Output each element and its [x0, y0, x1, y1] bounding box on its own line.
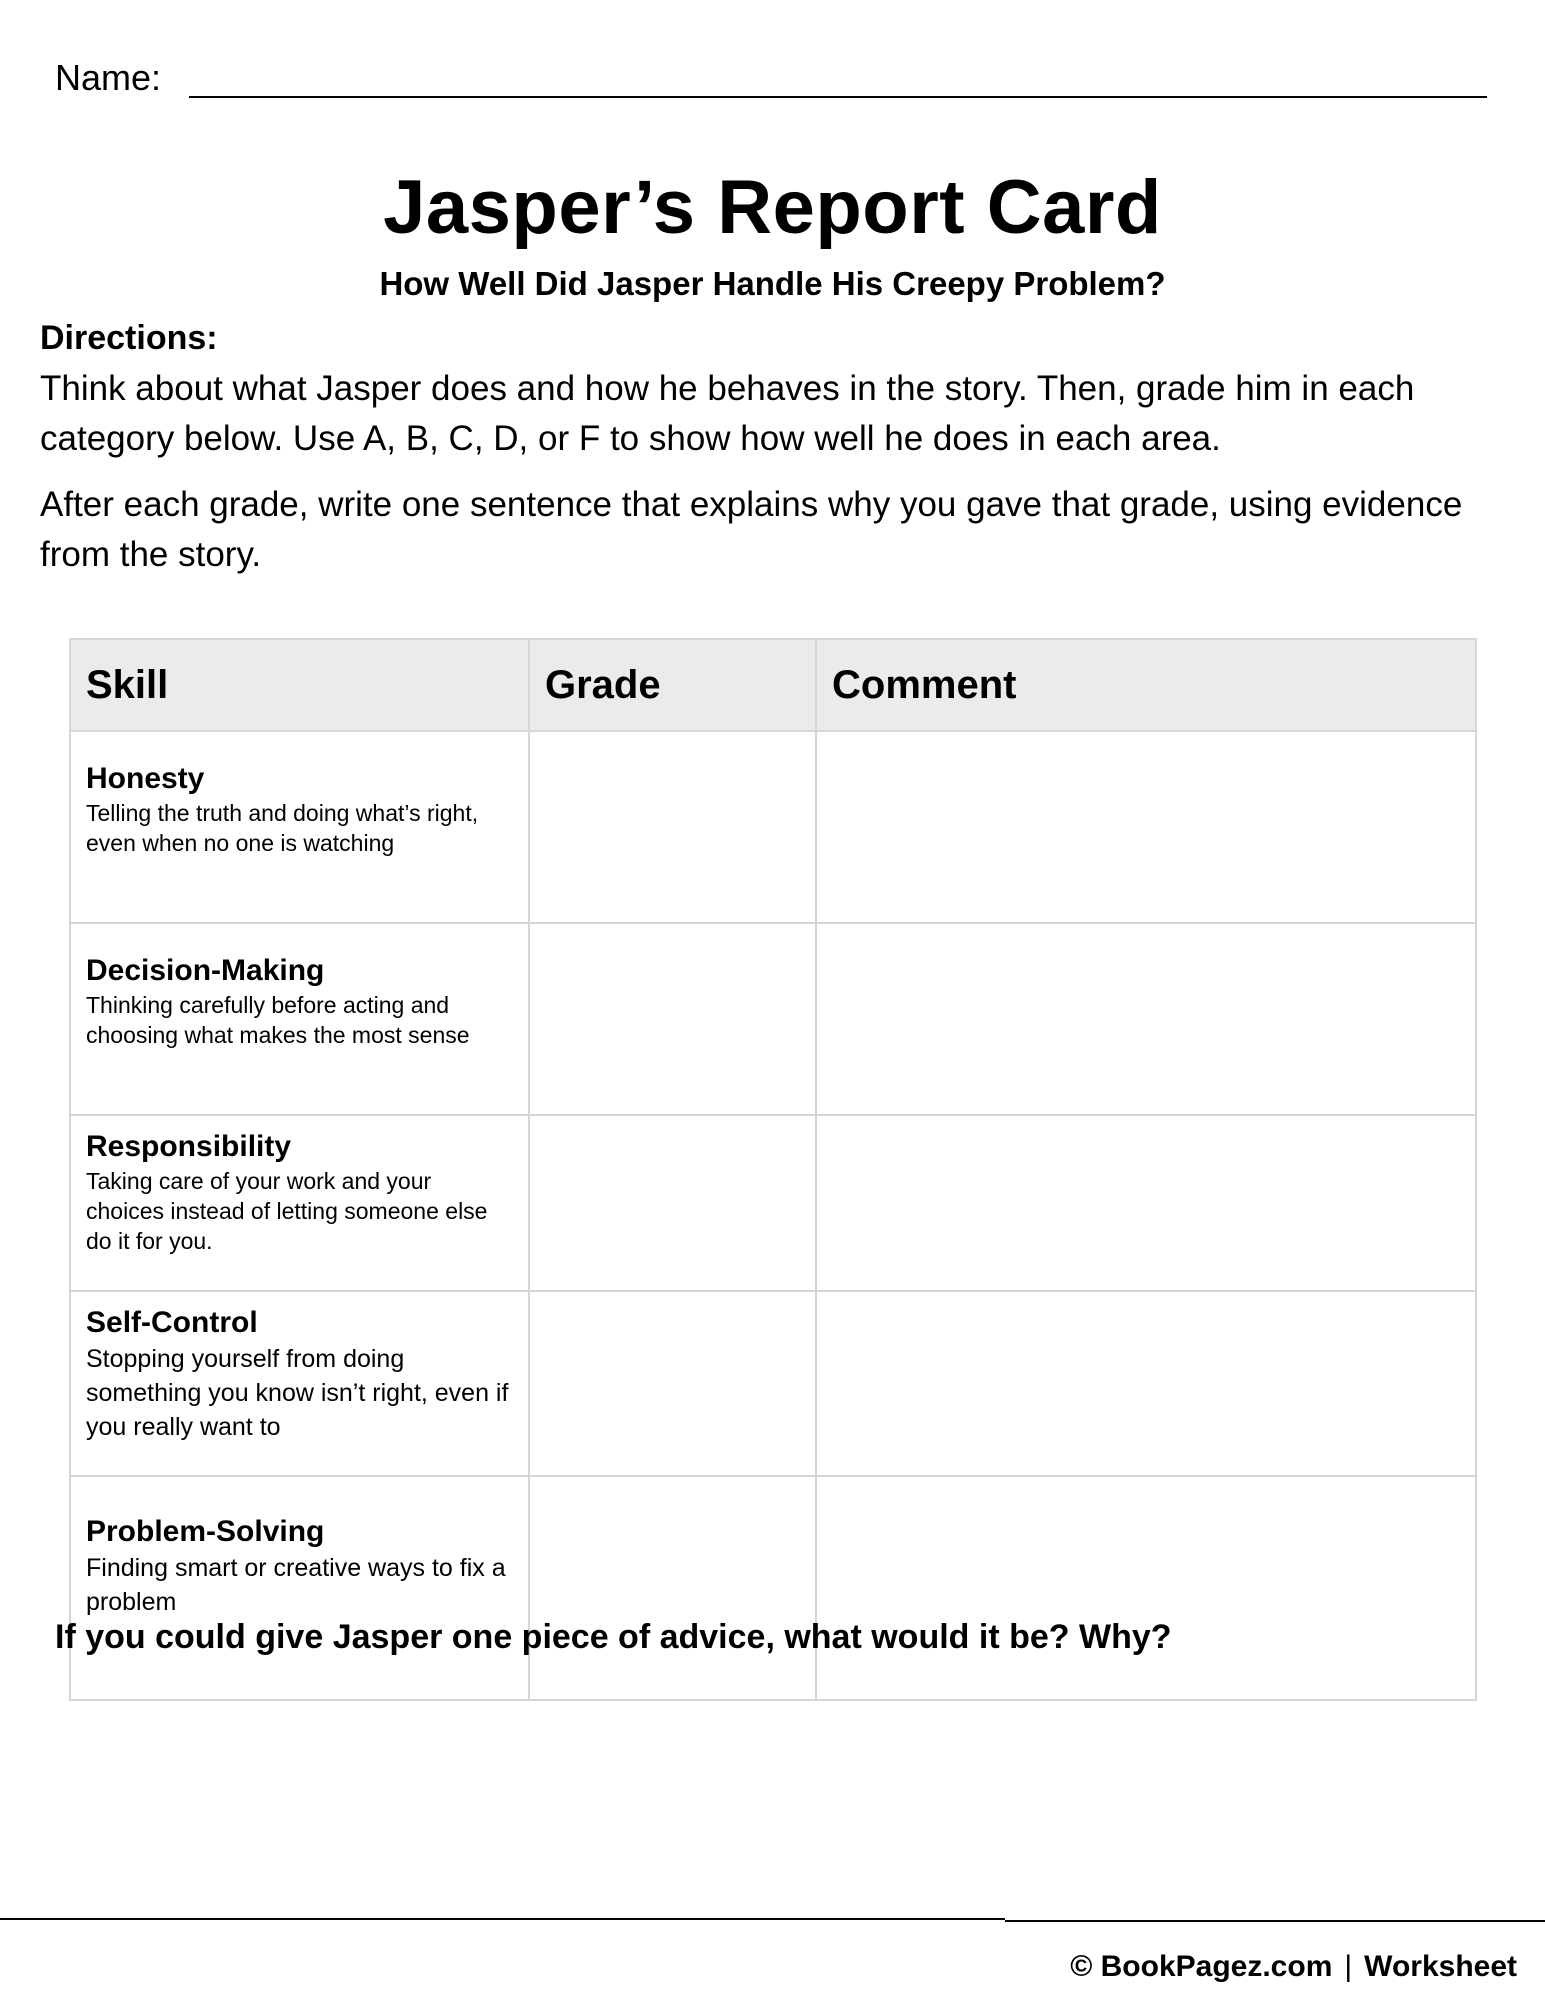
skill-description: Taking care of your work and your choices instead of letting someone else do it for you. — [86, 1168, 488, 1254]
skill-name: Self-Control — [86, 1306, 258, 1339]
table-row — [70, 923, 1476, 1115]
directions-label: Directions: — [40, 319, 218, 357]
skill-cell — [70, 1115, 529, 1291]
grade-cell[interactable] — [529, 1115, 816, 1291]
header-comment: Comment — [816, 639, 1476, 731]
directions-paragraph-2: After each grade, write one sentence that explains why you gave that grade, using evidence from the story. — [40, 485, 1463, 574]
header-skill: Skill — [70, 639, 529, 731]
report-card-table — [69, 638, 1477, 1701]
footer-separator: | — [1344, 1950, 1353, 1983]
table-row — [70, 1291, 1476, 1476]
skill-name: Honesty — [86, 762, 205, 795]
comment-cell[interactable] — [816, 1115, 1476, 1291]
skill-cell — [70, 1291, 529, 1476]
table-row — [70, 1115, 1476, 1291]
skill-description: Thinking carefully before acting and choosing what makes the most sense — [86, 992, 470, 1048]
skill-name: Responsibility — [86, 1130, 292, 1163]
skill-description: Finding smart or creative ways to fix a problem — [86, 1554, 506, 1616]
skill-description: Telling the truth and doing what’s right, even when no one is watching — [86, 800, 479, 856]
comment-cell[interactable] — [816, 923, 1476, 1115]
table-row — [70, 1476, 1476, 1700]
advice-question: If you could give Jasper one piece of advice, what would it be? Why? — [55, 1618, 1172, 1656]
grade-cell[interactable] — [529, 1476, 816, 1700]
skill-description: Stopping yourself from doing something you know isn’t right, even if you really want to — [86, 1345, 509, 1441]
skill-cell — [70, 1476, 529, 1700]
header-grade: Grade — [529, 639, 816, 731]
skill-cell — [70, 923, 529, 1115]
skill-cell — [70, 731, 529, 923]
grade-cell[interactable] — [529, 731, 816, 923]
comment-cell[interactable] — [816, 1476, 1476, 1700]
directions-paragraph-1: Think about what Jasper does and how he behaves in the story. Then, grade him in each category below. Use A, B, C, D, or F to show how well he does in each area. — [40, 369, 1415, 458]
grade-cell[interactable] — [529, 923, 816, 1115]
skill-name: Decision-Making — [86, 954, 325, 987]
name-row — [55, 56, 1487, 106]
comment-cell[interactable] — [816, 731, 1476, 923]
skill-name: Problem-Solving — [86, 1515, 325, 1548]
footer-divider — [0, 1918, 1005, 1920]
footer-doc-type: Worksheet — [1364, 1950, 1517, 1983]
table-header-row — [70, 639, 1476, 731]
page-subtitle: How Well Did Jasper Handle His Creepy Problem? — [379, 265, 1166, 302]
name-field[interactable] — [189, 96, 1487, 98]
footer — [1070, 1947, 1517, 1987]
footer-copyright: © BookPagez.com — [1070, 1950, 1333, 1983]
name-label: Name: — [55, 57, 162, 98]
grade-cell[interactable] — [529, 1291, 816, 1476]
footer-divider — [1005, 1920, 1545, 1922]
comment-cell[interactable] — [816, 1291, 1476, 1476]
table-row — [70, 731, 1476, 923]
page-title: Jasper’s Report Card — [383, 165, 1162, 250]
